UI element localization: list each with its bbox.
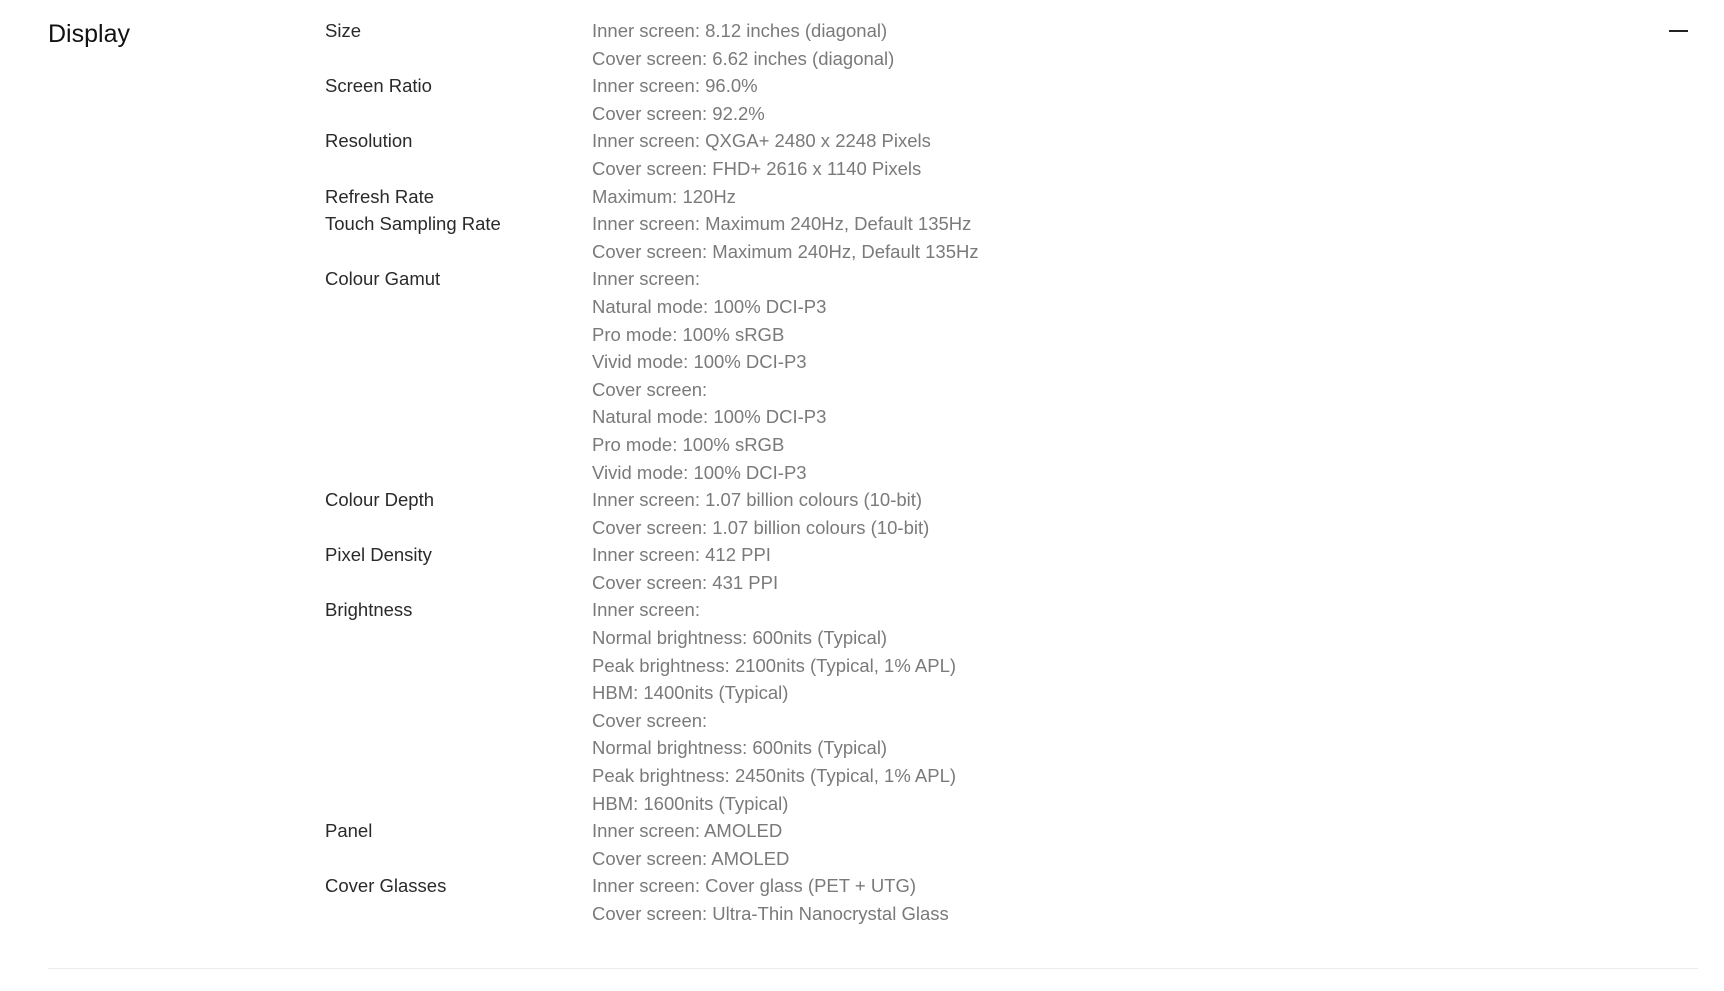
spec-value: HBM: 1400nits (Typical) [592,682,789,704]
spec-value: Peak brightness: 2450nits (Typical, 1% APL) [592,765,957,787]
spec-value: Inner screen: 96.0% [592,75,758,97]
spec-label: Refresh Rate [325,185,434,207]
spec-value: Vivid mode: 100% DCI-P3 [592,351,807,373]
spec-value: Vivid mode: 100% DCI-P3 [592,461,807,483]
spec-value: HBM: 1600nits (Typical) [592,792,789,814]
spec-value: Cover screen: 92.2% [592,102,765,124]
spec-row [0,817,1724,872]
spec-value: Cover screen: 1.07 billion colours (10-bit) [592,516,930,538]
spec-value: Cover screen: Ultra-Thin Nanocrystal Glass [592,903,949,924]
spec-row [0,596,1724,817]
spec-values [592,17,1724,72]
spec-value: Normal brightness: 600nits (Typical) [592,737,888,759]
spec-value: Inner screen: AMOLED [592,820,783,842]
spec-label: Size [325,20,361,41]
spec-values [592,872,1724,927]
spec-values [592,265,1724,486]
spec-row [0,127,1724,182]
section-title: Display [48,20,130,48]
spec-values [592,210,1724,265]
spec-value: Inner screen: [592,268,700,290]
spec-value: Cover screen: AMOLED [592,847,790,869]
spec-row [0,72,1724,127]
spec-label: Cover Glasses [325,875,447,897]
spec-label: Brightness [325,599,413,621]
spec-value: Natural mode: 100% DCI-P3 [592,295,827,317]
spec-values [592,817,1724,872]
spec-value: Inner screen: [592,599,700,621]
spec-value: Normal brightness: 600nits (Typical) [592,627,888,649]
spec-label: Colour Depth [325,489,435,511]
spec-value: Cover screen: Maximum 240Hz, Default 135Hz [592,240,979,262]
spec-value: Inner screen: 1.07 billion colours (10-bit) [592,489,923,511]
spec-value: Natural mode: 100% DCI-P3 [592,406,827,428]
spec-values [592,596,1724,817]
spec-label: Touch Sampling Rate [325,213,501,235]
spec-label: Screen Ratio [325,75,432,97]
spec-row [0,183,1724,211]
spec-label: Panel [325,820,373,842]
section-divider [48,968,1698,969]
spec-value: Inner screen: 8.12 inches (diagonal) [592,20,888,41]
spec-values [592,183,1724,211]
spec-value: Pro mode: 100% sRGB [592,433,785,455]
spec-value: Cover screen: 431 PPI [592,571,779,593]
spec-values [592,541,1724,596]
spec-value: Inner screen: 412 PPI [592,544,771,566]
spec-row [0,210,1724,265]
spec-values [592,72,1724,127]
spec-value: Cover screen: FHD+ 2616 x 1140 Pixels [592,157,922,179]
spec-value: Inner screen: Maximum 240Hz, Default 135Hz [592,213,972,235]
spec-row [0,486,1724,541]
spec-label: Colour Gamut [325,268,441,290]
spec-row [0,17,1724,72]
spec-values [592,127,1724,182]
spec-value: Inner screen: QXGA+ 2480 x 2248 Pixels [592,130,931,152]
spec-label: Resolution [325,130,413,152]
spec-value: Maximum: 120Hz [592,185,736,207]
spec-row [0,265,1724,486]
spec-value: Peak brightness: 2100nits (Typical, 1% APL) [592,654,957,676]
spec-label: Pixel Density [325,544,432,566]
spec-value: Inner screen: Cover glass (PET + UTG) [592,875,917,897]
spec-row [0,541,1724,596]
spec-value: Cover screen: [592,378,708,400]
spec-value: Pro mode: 100% sRGB [592,323,785,345]
spec-row [0,872,1724,927]
spec-value: Cover screen: 6.62 inches (diagonal) [592,47,895,69]
spec-list [0,17,1724,928]
spec-values [592,486,1724,541]
spec-value: Cover screen: [592,709,708,731]
